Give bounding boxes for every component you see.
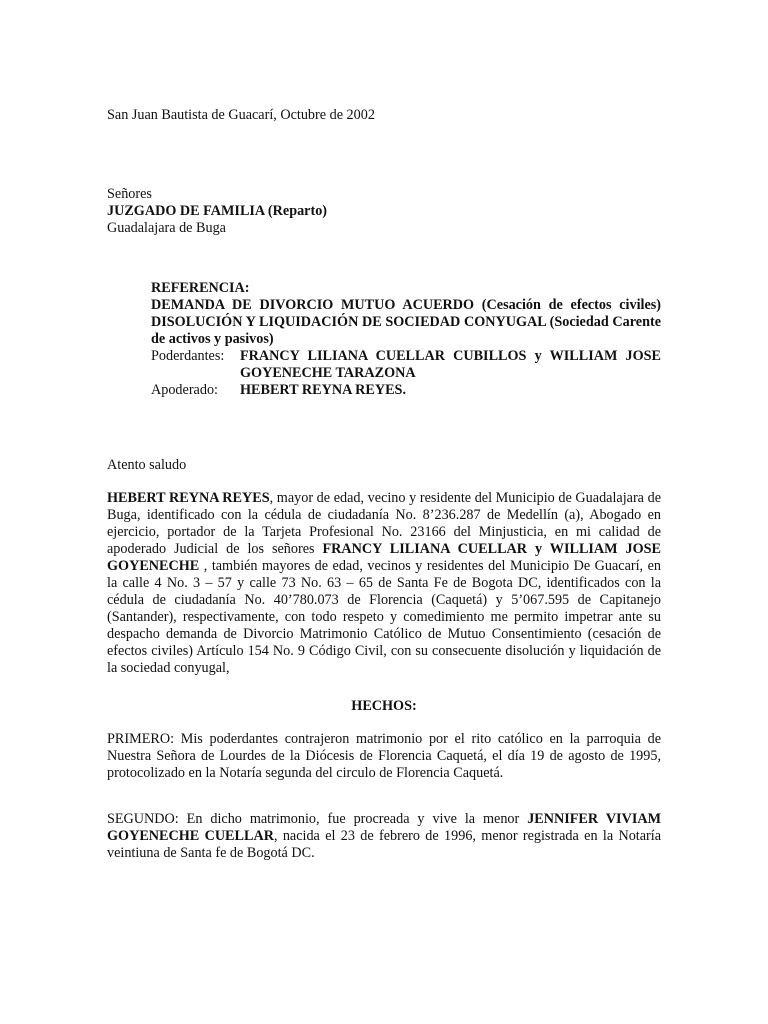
attorney-value: HEBERT REYNA REYES.: [240, 382, 406, 398]
reference-grantors-row: [151, 348, 661, 382]
place-date-line: San Juan Bautista de Guacarí, Octubre de 2002: [107, 107, 375, 123]
fact-second-paragraph: SEGUNDO: En dicho matrimonio, fue procreada y vive la menor JENNIFER VIVIAM GOYENECHE CUELLAR, nacida el 23 de febrero de 1996, menor registrada en la Notaría veintiuna de Santa fe de Bogotá DC.: [107, 811, 661, 861]
minor-name: JENNIFER VIVIAM GOYENECHE CUELLAR: [107, 811, 661, 844]
reference-heading: REFERENCIA:: [151, 280, 250, 296]
fact-first-paragraph: PRIMERO: Mis poderdantes contrajeron matrimonio por el rito católico en la parroquia de Nuestra Señora de Lourdes de la Diócesis de Florencia Caquetá, el día 19 de agosto de 1995, protocolizado en la Notaría segunda del circulo de Florencia Caquetá.: [107, 731, 661, 781]
greeting-line: Atento saludo: [107, 457, 187, 473]
attorney-label: Apoderado:: [151, 382, 218, 398]
recipient-court: JUZGADO DE FAMILIA (Reparto): [107, 203, 328, 219]
intro-paragraph: HEBERT REYNA REYES, mayor de edad, vecino y residente del Municipio de Guadalajara de Buga, identificado con la cédula de ciudadanía No. 8’236.287 de Medellín (a), Abogado en ejercicio, portador de la Tarjeta Profesional No. 23166 del Minjusticia, en mi calidad de apoderado Judicial de los señores FRANCY LILIANA CUELLAR y WILLIAM JOSE GOYENECHE , también mayores de edad, vecinos y residentes del Municipio De Guacarí, en la calle 4 No. 3 – 57 y calle 73 No. 63 – 65 de Santa Fe de Bogota DC, identificados con la cédula de ciudadanía No. 40’780.073 de Florencia (Caquetá) y 5’067.595 de Capitanejo (Santander), respectivamente, con todo respeto y comedimiento me permito impetrar ante su despacho demanda de Divorcio Matrimonio Católico de Mutuo Consentimiento (cesación de efectos civiles) Artículo 154 No. 9 Código Civil, con su consecuente disolución y liquidación de la sociedad conyugal,: [107, 490, 661, 676]
fact-second-label: SEGUNDO:: [107, 811, 179, 827]
recipient-salutation: Señores: [107, 186, 152, 202]
grantors-value: FRANCY LILIANA CUELLAR CUBILLOS y WILLIAM JOSE GOYENECHE TARAZONA: [240, 348, 661, 381]
reference-subject: DEMANDA DE DIVORCIO MUTUO ACUERDO (Cesación de efectos civiles) DISOLUCIÓN Y LIQUIDACIÓN DE SOCIEDAD CONYUGAL (Sociedad Carente de activos y pasivos): [151, 297, 661, 347]
clients-names: FRANCY LILIANA CUELLAR y WILLIAM JOSE GOYENECHE: [107, 541, 661, 574]
grantors-label: Poderdantes:: [151, 348, 225, 364]
recipient-block: [107, 186, 661, 237]
recipient-city: Guadalajara de Buga: [107, 220, 226, 236]
reference-block: [151, 280, 661, 399]
attorney-name: HEBERT REYNA REYES: [107, 490, 270, 506]
fact-first-label: PRIMERO:: [107, 731, 175, 747]
reference-attorney-row: [151, 382, 661, 399]
facts-heading: HECHOS:: [351, 698, 417, 714]
